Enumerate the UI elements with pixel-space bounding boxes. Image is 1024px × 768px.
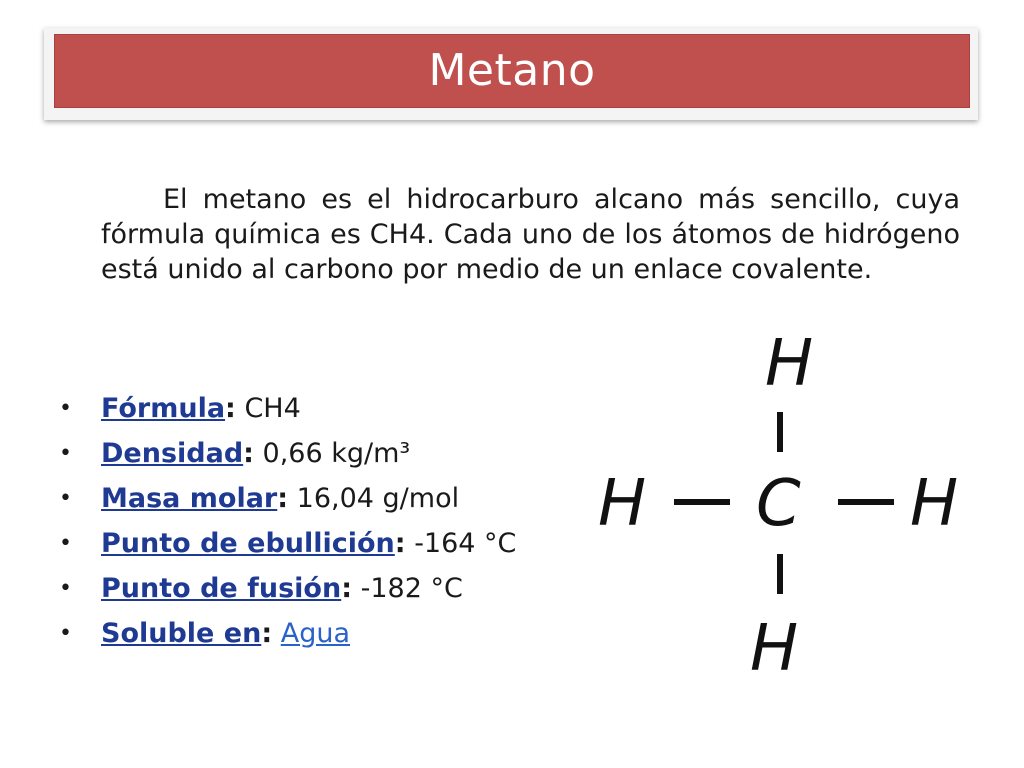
- bullet-icon: •: [59, 486, 72, 511]
- list-item: [56, 476, 516, 521]
- property-value: 16,04 g/mol: [288, 483, 460, 514]
- atom-h-left: H: [598, 467, 647, 541]
- property-link-formula[interactable]: Fórmula: [101, 393, 226, 424]
- property-colon: :: [243, 438, 254, 469]
- property-value: 0,66 kg/m³: [253, 438, 411, 469]
- bullet-icon: •: [59, 576, 72, 601]
- property-value: -182 °C: [352, 573, 463, 604]
- property-value: -164 °C: [405, 528, 517, 559]
- atom-h-bottom: H: [750, 612, 799, 680]
- list-item: [56, 386, 516, 431]
- property-value: [272, 618, 281, 649]
- bullet-icon: •: [59, 621, 72, 646]
- property-colon: :: [341, 573, 353, 604]
- property-link-soluble-en[interactable]: Soluble en: [101, 618, 262, 649]
- intro-paragraph: El metano es el hidrocarburo alcano más sencillo, cuya fórmula química es CH4. Cada uno de los átomos de hidrógeno está unido al carbono por medio de un enlace covalente.: [101, 184, 960, 285]
- methane-structure-diagram: [590, 330, 980, 680]
- bullet-icon: •: [59, 396, 72, 421]
- atom-c-center: C: [756, 467, 801, 541]
- property-colon: :: [277, 483, 289, 514]
- property-link-densidad[interactable]: Densidad: [101, 438, 244, 469]
- property-link-punto-fusion[interactable]: Punto de fusión: [101, 573, 342, 604]
- bullet-icon: •: [59, 531, 72, 556]
- property-colon: :: [394, 528, 406, 559]
- property-colon: :: [261, 618, 273, 649]
- list-item: [56, 566, 516, 611]
- atom-h-right: H: [910, 467, 959, 541]
- property-value: CH4: [235, 393, 301, 424]
- property-link-punto-ebullicion[interactable]: Punto de ebullición: [101, 528, 395, 559]
- list-item: [56, 521, 516, 566]
- list-item: [56, 431, 516, 476]
- title-bar: [54, 34, 970, 108]
- agua-link[interactable]: Agua: [280, 618, 350, 649]
- slide-title: Metano: [428, 45, 596, 96]
- bullet-icon: •: [59, 441, 72, 466]
- property-list: [56, 386, 516, 656]
- property-link-masa-molar[interactable]: Masa molar: [101, 483, 278, 514]
- list-item: [56, 611, 516, 656]
- atom-h-top: H: [765, 330, 814, 401]
- property-colon: :: [225, 393, 236, 424]
